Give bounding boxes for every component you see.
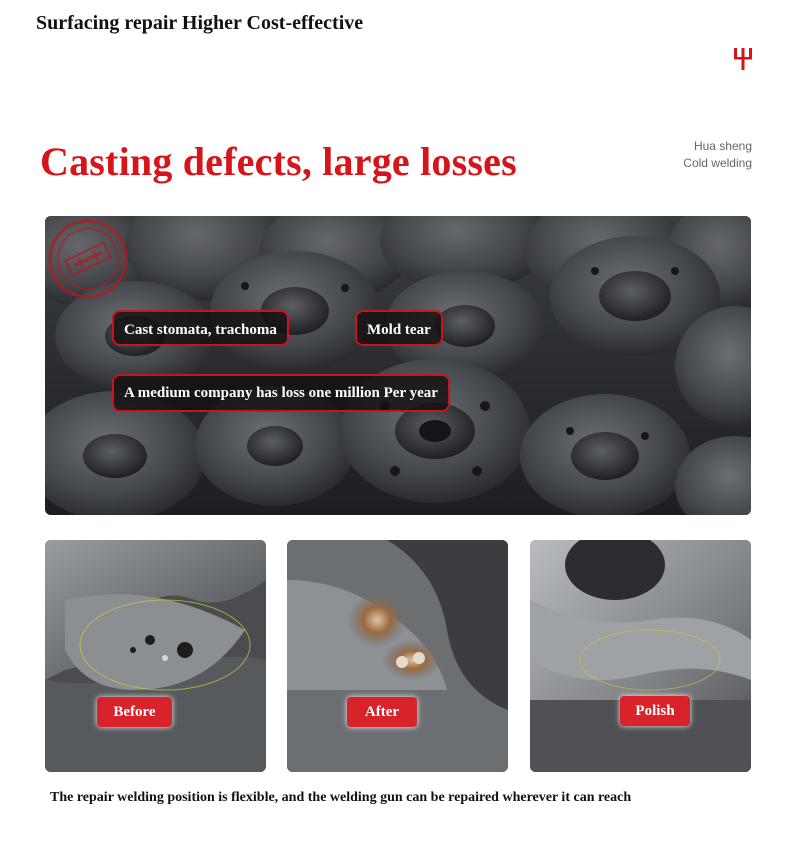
step-badge-polish: Polish [620,696,690,726]
reject-stamp-icon [45,216,131,302]
brand-name-line1: Hua sheng [693,139,752,153]
brand-logo-icon [733,48,753,70]
before-photo [45,540,266,772]
defect-tag-mold-tear: Mold tear [355,310,443,346]
after-photo [287,540,508,772]
step-badge-before: Before [97,697,172,727]
polish-photo [530,540,751,772]
after-photo-illustration [287,540,508,772]
loss-tag: A medium company has loss one million Per year [112,374,450,412]
polish-photo-illustration [530,540,751,772]
brand-name-line2: Cold welding [683,156,752,170]
brand-name [683,138,752,172]
hero-title: Casting defects, large losses [40,139,517,184]
step-badge-after: After [347,697,417,727]
defect-tag-stomata: Cast stomata, trachoma [112,310,289,346]
page-header-title: Surfacing repair Higher Cost-effective [36,12,364,34]
repair-caption: The repair welding position is flexible, and the welding gun can be repaired wherever it can reach [50,790,632,805]
before-photo-illustration [45,540,266,772]
castings-pile-illustration [45,216,751,515]
castings-pile-photo [45,216,751,515]
